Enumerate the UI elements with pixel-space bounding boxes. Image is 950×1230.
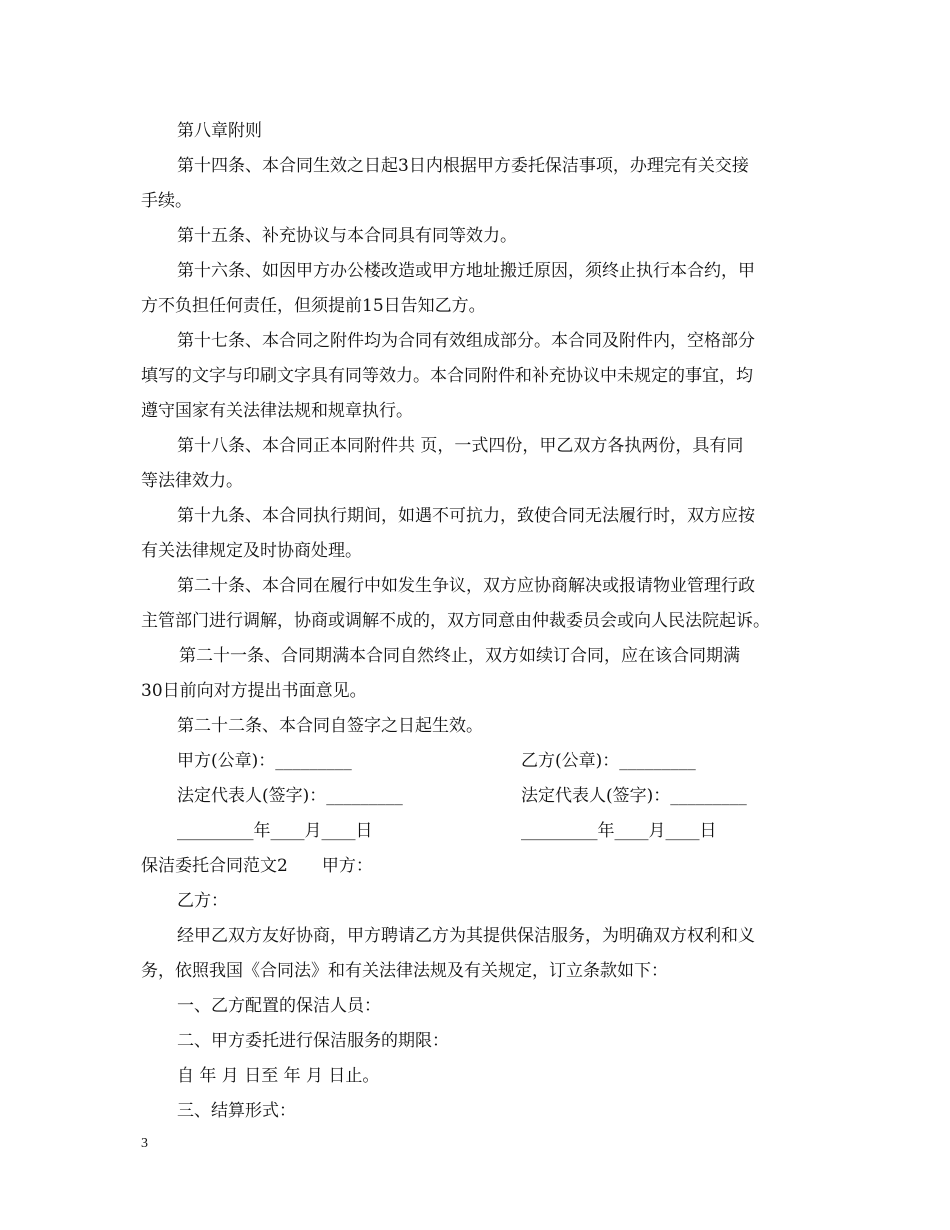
paragraph-line: 第十五条、补充协议与本合同具有同等效力。 — [177, 226, 517, 246]
paragraph-line: 一、乙方配置的保洁人员： — [177, 996, 381, 1016]
paragraph-line: 第十七条、本合同之附件均为合同有效组成部分。本合同及附件内，空格部分 — [177, 331, 755, 351]
paragraph-line: 自 年 月 日至 年 月 日止。 — [177, 1066, 380, 1086]
party-b-seal-field: 乙方(公章)：_________ — [521, 751, 696, 771]
paragraph-line: 等法律效力。 — [141, 471, 243, 491]
paragraph-line: 手续。 — [141, 191, 192, 211]
paragraph-line: 三、结算形式： — [177, 1101, 296, 1121]
paragraph-line: 第十八条、本合同正本同附件共 页，一式四份，甲乙双方各执两份，具有同 — [177, 436, 744, 456]
paragraph-line: 第十六条、如因甲方办公楼改造或甲方地址搬迁原因，须终止执行本合约，甲 — [177, 261, 755, 281]
paragraph-line: 填写的文字与印刷文字具有同等效力。本合同附件和补充协议中未规定的事宜，均 — [141, 366, 753, 386]
paragraph-line: 30日前向对方提出书面意见。 — [141, 681, 367, 701]
party-a-date-field: _________年____月____日 — [177, 821, 373, 841]
paragraph-line: 方不负担任何责任，但须提前15日告知乙方。 — [141, 296, 486, 316]
paragraph-line: 乙方： — [177, 891, 228, 911]
paragraph-line: 第二十条、本合同在履行中如发生争议，双方应协商解决或报请物业管理行政 — [177, 576, 755, 596]
section-title: 保洁委托合同范文2 甲方： — [141, 856, 373, 876]
party-a-rep-field: 法定代表人(签字)：_________ — [177, 786, 403, 806]
party-b-date-field: _________年____月____日 — [521, 821, 717, 841]
party-b-rep-field: 法定代表人(签字)：_________ — [521, 786, 747, 806]
paragraph-line: 二、甲方委托进行保洁服务的期限： — [177, 1031, 449, 1051]
paragraph-line: 主管部门进行调解，协商或调解不成的，双方同意由仲裁委员会或向人民法院起诉。 — [141, 611, 770, 631]
chapter-heading: 第八章附则 — [177, 121, 262, 141]
paragraph-line: 经甲乙双方友好协商，甲方聘请乙方为其提供保洁服务，为明确双方权利和义 — [177, 926, 755, 946]
paragraph-line: 第二十二条、本合同自签字之日起生效。 — [177, 716, 483, 736]
paragraph-line: 遵守国家有关法律法规和规章执行。 — [141, 401, 413, 421]
paragraph-line: 第十九条、本合同执行期间，如遇不可抗力，致使合同无法履行时，双方应按 — [177, 506, 755, 526]
page-number: 3 — [141, 1136, 148, 1151]
paragraph-line: 第十四条、本合同生效之日起3日内根据甲方委托保洁事项，办理完有关交接 — [177, 156, 749, 176]
paragraph-line: 第二十一条、合同期满本合同自然终止，双方如续订合同，应在该合同期满 — [179, 646, 740, 666]
paragraph-line: 有关法律规定及时协商处理。 — [141, 541, 362, 561]
party-a-seal-field: 甲方(公章)：_________ — [177, 751, 352, 771]
paragraph-line: 务，依照我国《合同法》和有关法律法规及有关规定，订立条款如下： — [141, 961, 668, 981]
